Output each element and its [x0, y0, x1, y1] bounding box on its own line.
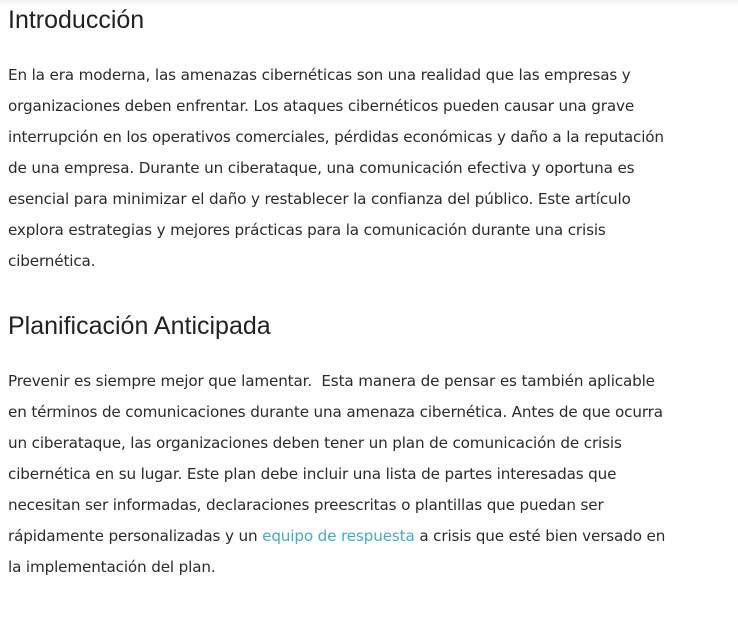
paragraph-line: un ciberataque, las organizaciones deben tener un plan de comunicación de crisis [8, 434, 622, 452]
paragraph-line-with-link [8, 521, 728, 552]
section-heading-planificacion: Planificación Anticipada [8, 312, 271, 340]
paragraph-line: cibernética. [8, 252, 96, 270]
planning-paragraph [8, 366, 728, 583]
link-line-prefix: rápidamente personalizadas y un [8, 527, 263, 545]
paragraph-line: de una empresa. Durante un ciberataque, una comunicación efectiva y oportuna es [8, 159, 635, 177]
paragraph-line: interrupción en los operativos comerciales, pérdidas económicas y daño a la reputación [8, 128, 664, 146]
intro-paragraph [8, 60, 728, 277]
paragraph-line: explora estrategias y mejores prácticas para la comunicación durante una crisis [8, 221, 606, 239]
paragraph-line: organizaciones deben enfrentar. Los ataques cibernéticos pueden causar una grave [8, 97, 635, 115]
link-line-suffix: a crisis que esté bien versado en [414, 527, 666, 545]
paragraph-line: esencial para minimizar el daño y restablecer la confianza del público. Este artículo [8, 190, 631, 208]
paragraph-line: en términos de comunicaciones durante una amenaza cibernética. Antes de que ocurra [8, 403, 663, 421]
paragraph-line: necesitan ser informadas, declaraciones preescritas o plantillas que puedan ser [8, 496, 604, 514]
paragraph-line: Prevenir es siempre mejor que lamentar. Esta manera de pensar es también aplicable [8, 372, 655, 390]
paragraph-line: cibernética en su lugar. Este plan debe incluir una lista de partes interesadas que [8, 465, 617, 483]
paragraph-line: la implementación del plan. [8, 558, 216, 576]
section-heading-introduccion: Introducción [8, 6, 145, 34]
paragraph-line: En la era moderna, las amenazas cibernéticas son una realidad que las empresas y [8, 66, 631, 84]
equipo-de-respuesta-link[interactable]: equipo de respuesta [262, 527, 415, 545]
